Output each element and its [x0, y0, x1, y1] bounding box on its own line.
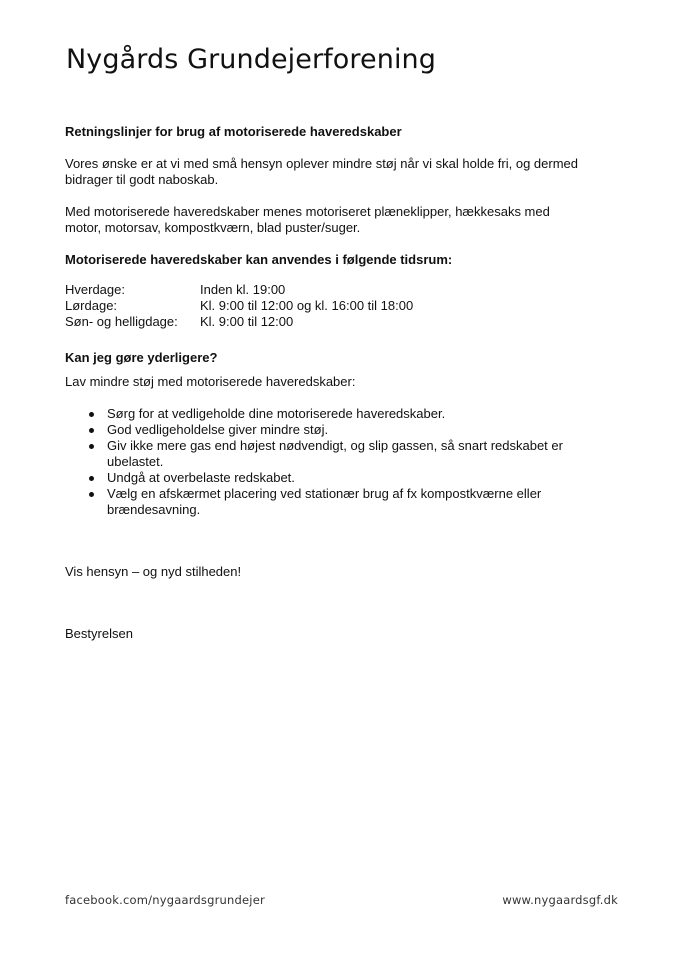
section-heading-more: Kan jeg gøre yderligere? [65, 350, 218, 365]
schedule-day: Lørdage: [65, 298, 118, 313]
list-item [65, 470, 625, 486]
tips-list [65, 406, 625, 518]
tips-intro: Lav mindre støj med motoriserede haveredskaber: [65, 374, 356, 389]
definition-line-1: Med motoriserede haveredskaber menes motoriseret plæneklipper, hækkesaks med [65, 204, 550, 219]
schedule-day: Hverdage: [65, 282, 125, 297]
schedule-table [65, 282, 625, 330]
list-item-line: Sørg for at vedligeholde dine motoriserede haveredskaber. [107, 406, 446, 421]
signature: Bestyrelsen [65, 626, 133, 641]
schedule-time: Kl. 9:00 til 12:00 og kl. 16:00 til 18:00 [200, 298, 414, 313]
intro-line-1: Vores ønske er at vi med små hensyn oplever mindre støj når vi skal holde fri, og dermed [65, 156, 578, 171]
definition-line-2: motor, motorsav, kompostkværn, blad puster/suger. [65, 220, 361, 235]
list-item-line: Undgå at overbelaste redskabet. [107, 470, 295, 485]
schedule-day: Søn- og helligdage: [65, 314, 178, 329]
list-item-line: Vælg en afskærmet placering ved stationær brug af fx kompostkværne eller [107, 486, 542, 501]
schedule-time: Inden kl. 19:00 [200, 282, 286, 297]
schedule-time: Kl. 9:00 til 12:00 [200, 314, 294, 329]
list-item-line: God vedligeholdelse giver mindre støj. [107, 422, 329, 437]
closing-line: Vis hensyn – og nyd stilheden! [65, 564, 242, 579]
section-heading-guidelines: Retningslinjer for brug af motoriserede haveredskaber [65, 124, 402, 139]
document-body [65, 124, 625, 642]
footer-facebook-link[interactable]: facebook.com/nygaardsgrundejer [65, 893, 265, 907]
list-item-line: ubelastet. [107, 454, 164, 469]
intro-line-2: bidrager til godt naboskab. [65, 172, 219, 187]
section-heading-schedule: Motoriserede haveredskaber kan anvendes i følgende tidsrum: [65, 252, 453, 267]
footer-website-link[interactable]: www.nygaardsgf.dk [502, 893, 618, 907]
list-item [65, 422, 625, 438]
document-title: Nygårds Grundejerforening [66, 44, 436, 75]
list-item-line: Giv ikke mere gas end højest nødvendigt, og slip gassen, så snart redskabet er [107, 438, 563, 453]
list-item [65, 438, 625, 470]
list-item-line: brændesavning. [107, 502, 201, 517]
list-item [65, 406, 625, 422]
list-item [65, 486, 625, 518]
